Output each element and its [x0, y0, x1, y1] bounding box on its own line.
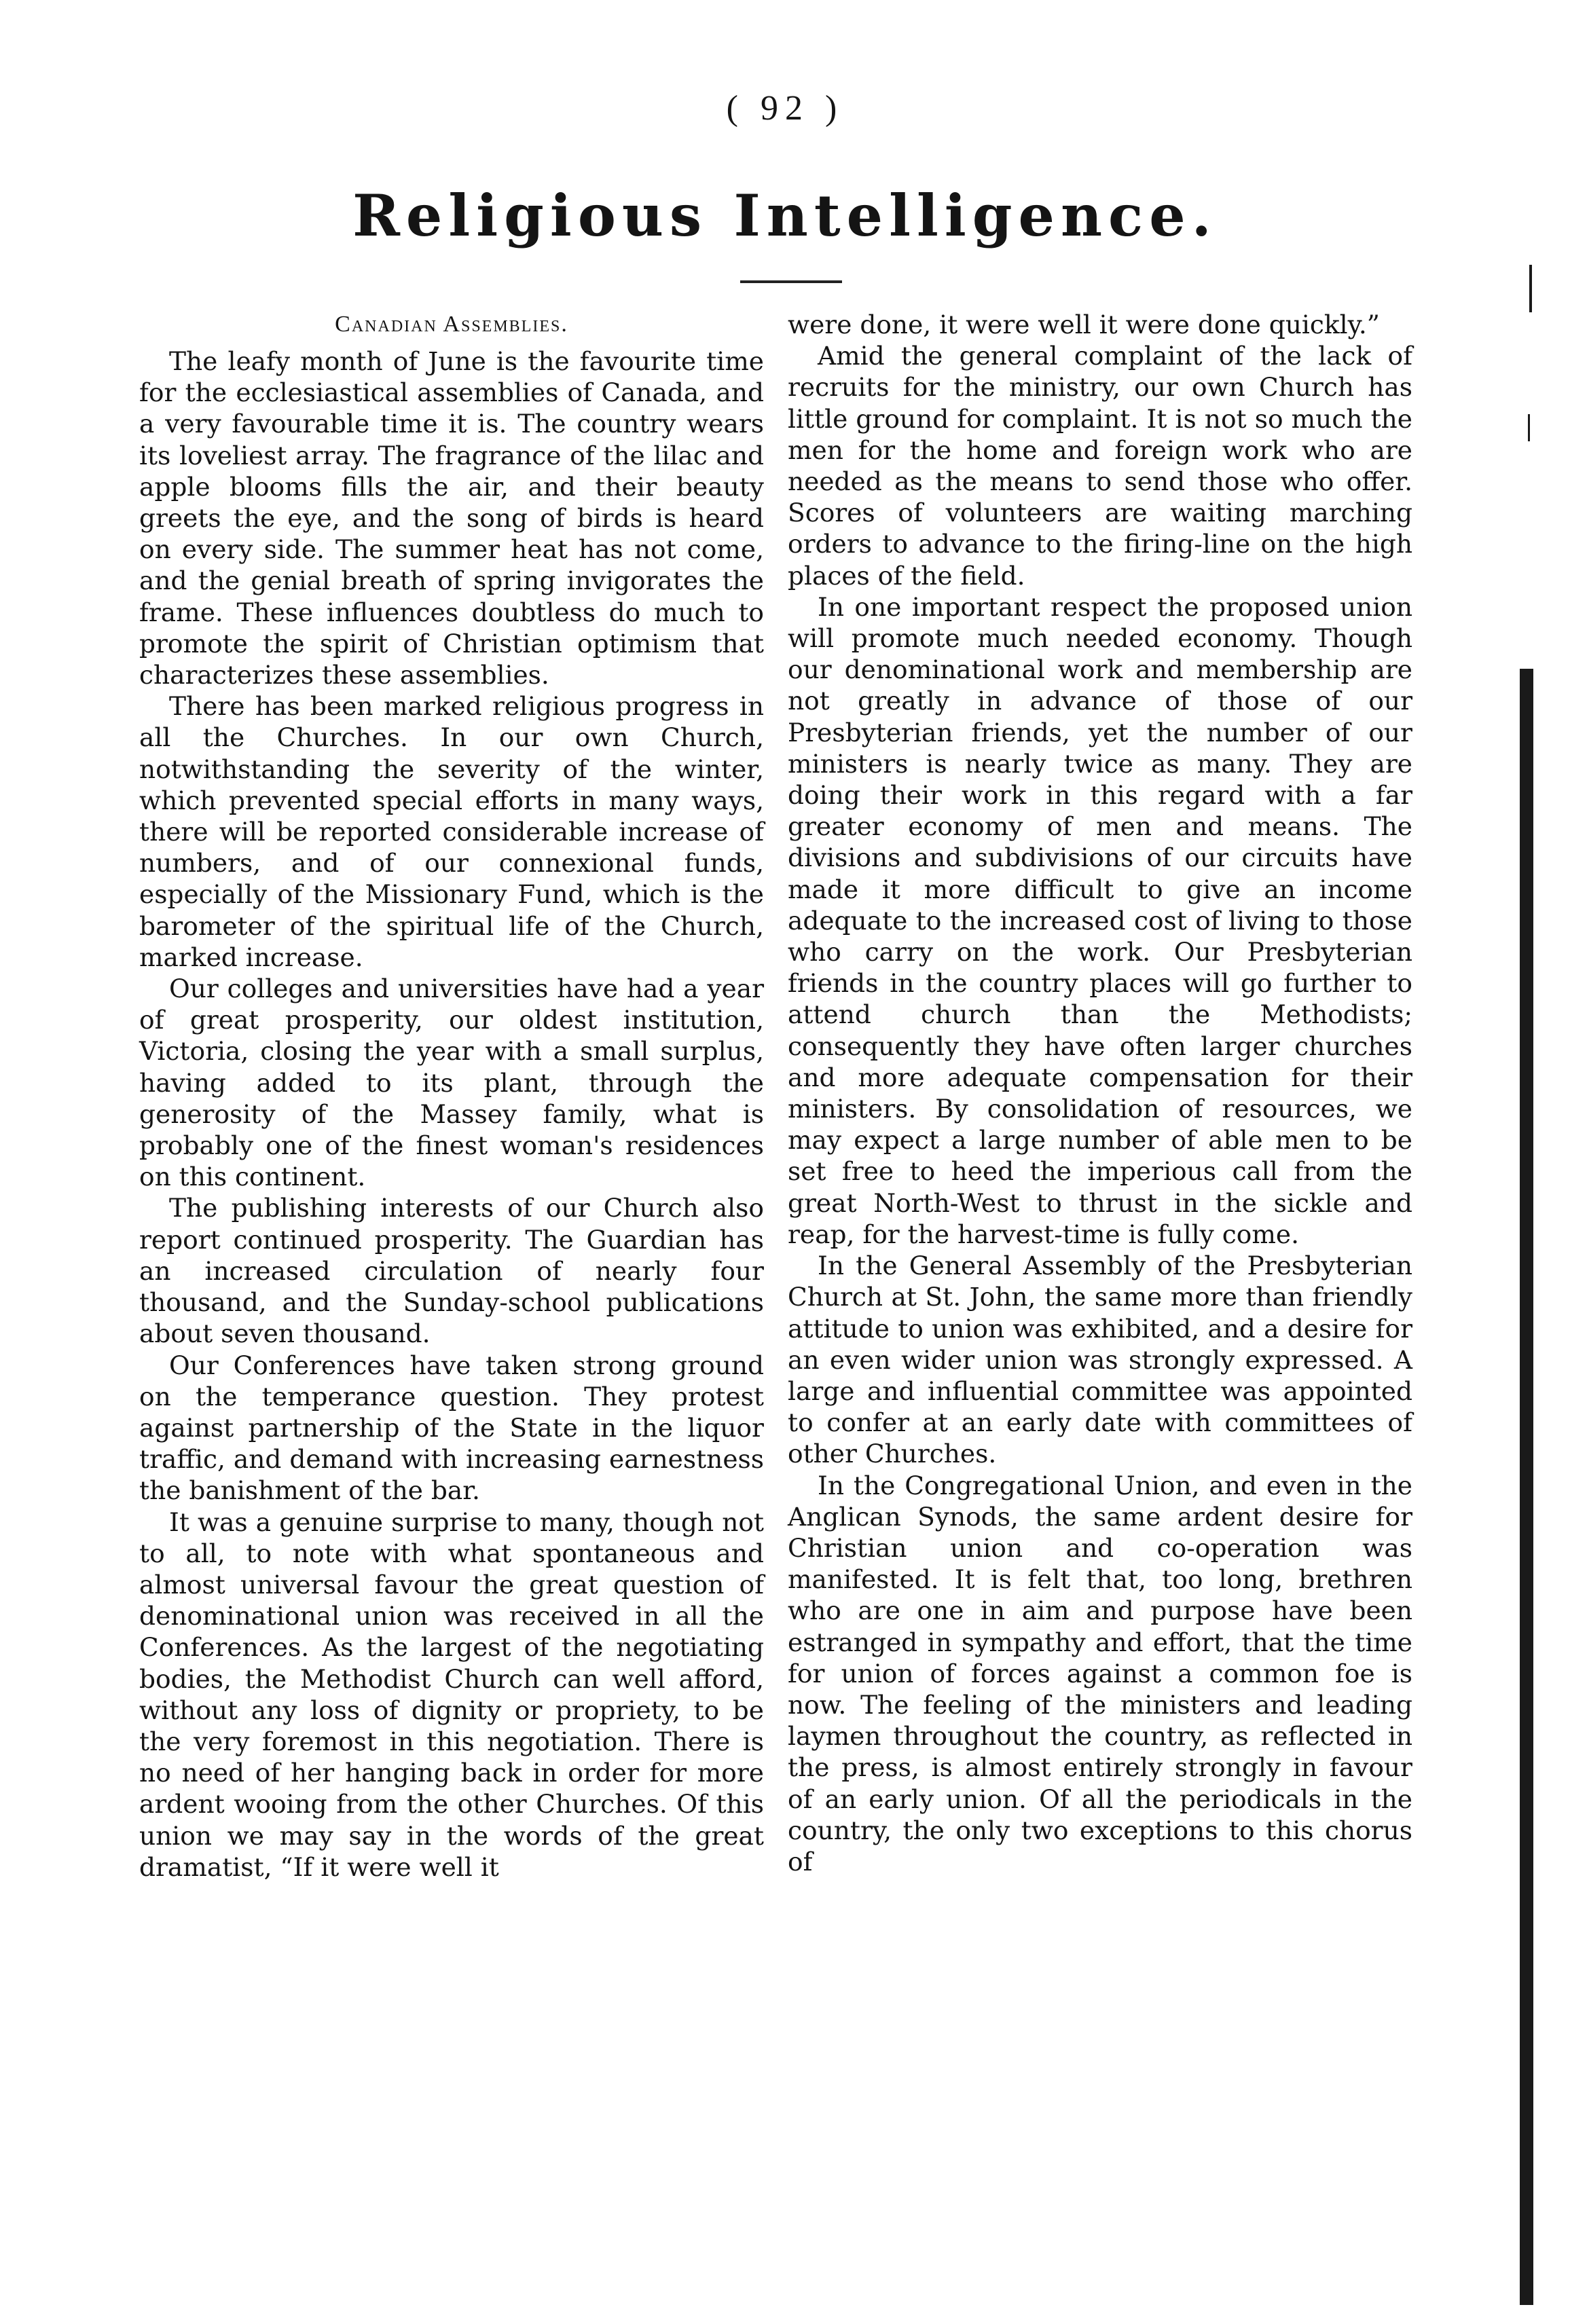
paragraph-colleges: Our colleges and universities have had a year of great prosperity, our oldest institution, Victoria, closing the year with a small surplus, having added to its plant, through the generosity of the Massey family, what is probably one of the finest woman's residences on this continent. [139, 974, 764, 1192]
paragraph-june-assemblies: The leafy month of June is the favourite time for the ecclesiastical assemblies of Canada, and a very favourable time it is. The country wears its loveliest array. The fragrance of the lilac and apple blooms fills the air, and their beauty greets the eye, and the song of birds is heard on every side. The summer heat has not come, and the genial breath of spring invigorates the frame. These influences doubtless do much to promote the spirit of Christian optimism that characterizes these assemblies. [139, 346, 764, 690]
paragraph-continuation: were done, it were well it were done quickly.” [788, 310, 1380, 339]
page-title: Religious Intelligence. [352, 182, 1218, 249]
paragraph-union: It was a genuine surprise to many, though not to all, to note with what spontaneous and almost universal favour the great question of denominational union was received in all the Conferences. As the largest of the negotiating bodies, the Methodist Church can well afford, without any loss of dignity or propriety, to be the very foremost in this negotiation. There is no need of her hanging back in order for more ardent wooing from the other Churches. Of this union we may say in the words of the great dramatist, “If it were well it [139, 1507, 764, 1882]
left-column [139, 309, 764, 1883]
right-column [788, 309, 1412, 1877]
title-rule [740, 280, 842, 283]
page-number: ( 92 ) [726, 89, 844, 128]
paragraph-religious-progress: There has been marked religious progress in all the Churches. In our own Church, notwithstanding the severity of the winter, which prevented special efforts in many ways, there will be reported considerable increase of numbers, and of our connexional funds, especially of the Missionary Fund, which is the barometer of the spiritual life of the Church, marked increase. [139, 691, 764, 972]
scan-edge-mark [1528, 414, 1530, 441]
scan-edge-bar [1520, 669, 1533, 2305]
paragraph-temperance: Our Conferences have taken strong ground on the temperance question. They protest against partnership of the State in the liquor traffic, and demand with increasing earnestness the banishment of the bar. [139, 1350, 764, 1506]
paragraph-publishing: The publishing interests of our Church also report continued prosperity. The Guardian has an increased circulation of nearly four thousand, and the Sunday-school publications about seven thousand. [139, 1193, 764, 1349]
paragraph-congregational-union: In the Congregational Union, and even in the Anglican Synods, the same ardent desire for Christian union and co-operation was manifested. It is felt that, too long, brethren who are one in aim and purpose have been estranged in sympathy and effort, that the time for union of forces against a common foe is now. The feeling of the ministers and leading laymen throughout the country, as reflected in the press, is almost entirely strongly in favour of an early union. Of all the periodicals in the country, the only two exceptions to this chorus of [788, 1470, 1412, 1877]
paragraph-general-assembly: In the General Assembly of the Presbyterian Church at St. John, the same more than friendly attitude to union was exhibited, and a desire for an even wider union was strongly expressed. A large and influential committee was appointed to confer at an early date with committees of other Churches. [788, 1251, 1412, 1469]
section-heading: Canadian Assemblies. [335, 312, 568, 337]
paragraph-recruits: Amid the general complaint of the lack of recruits for the ministry, our own Church has little ground for complaint. It is not so much the men for the home and foreign work who are needed as the means to send those who offer. Scores of volunteers are waiting marching orders to advance to the firing-line on the high places of the field. [788, 341, 1412, 591]
paragraph-economy: In one important respect the proposed union will promote much needed economy. Though our denominational work and membership are not greatly in advance of those of our Presbyterian friends, yet the number of our ministers is nearly twice as many. They are doing their work in this regard with a far greater economy of men and means. The divisions and subdivisions of our circuits have made it more difficult to give an income adequate to the increased cost of living to those who carry on the work. Our Presbyterian friends in the country places will go further to attend church than the Methodists; consequently they have often larger churches and more adequate compensation for their ministers. By consolidation of resources, we may expect a large number of able men to be set free to heed the imperious call from the great North-West to thrust in the sickle and reap, for the harvest-time is fully come. [788, 591, 1412, 1249]
scan-edge-mark [1529, 265, 1532, 312]
